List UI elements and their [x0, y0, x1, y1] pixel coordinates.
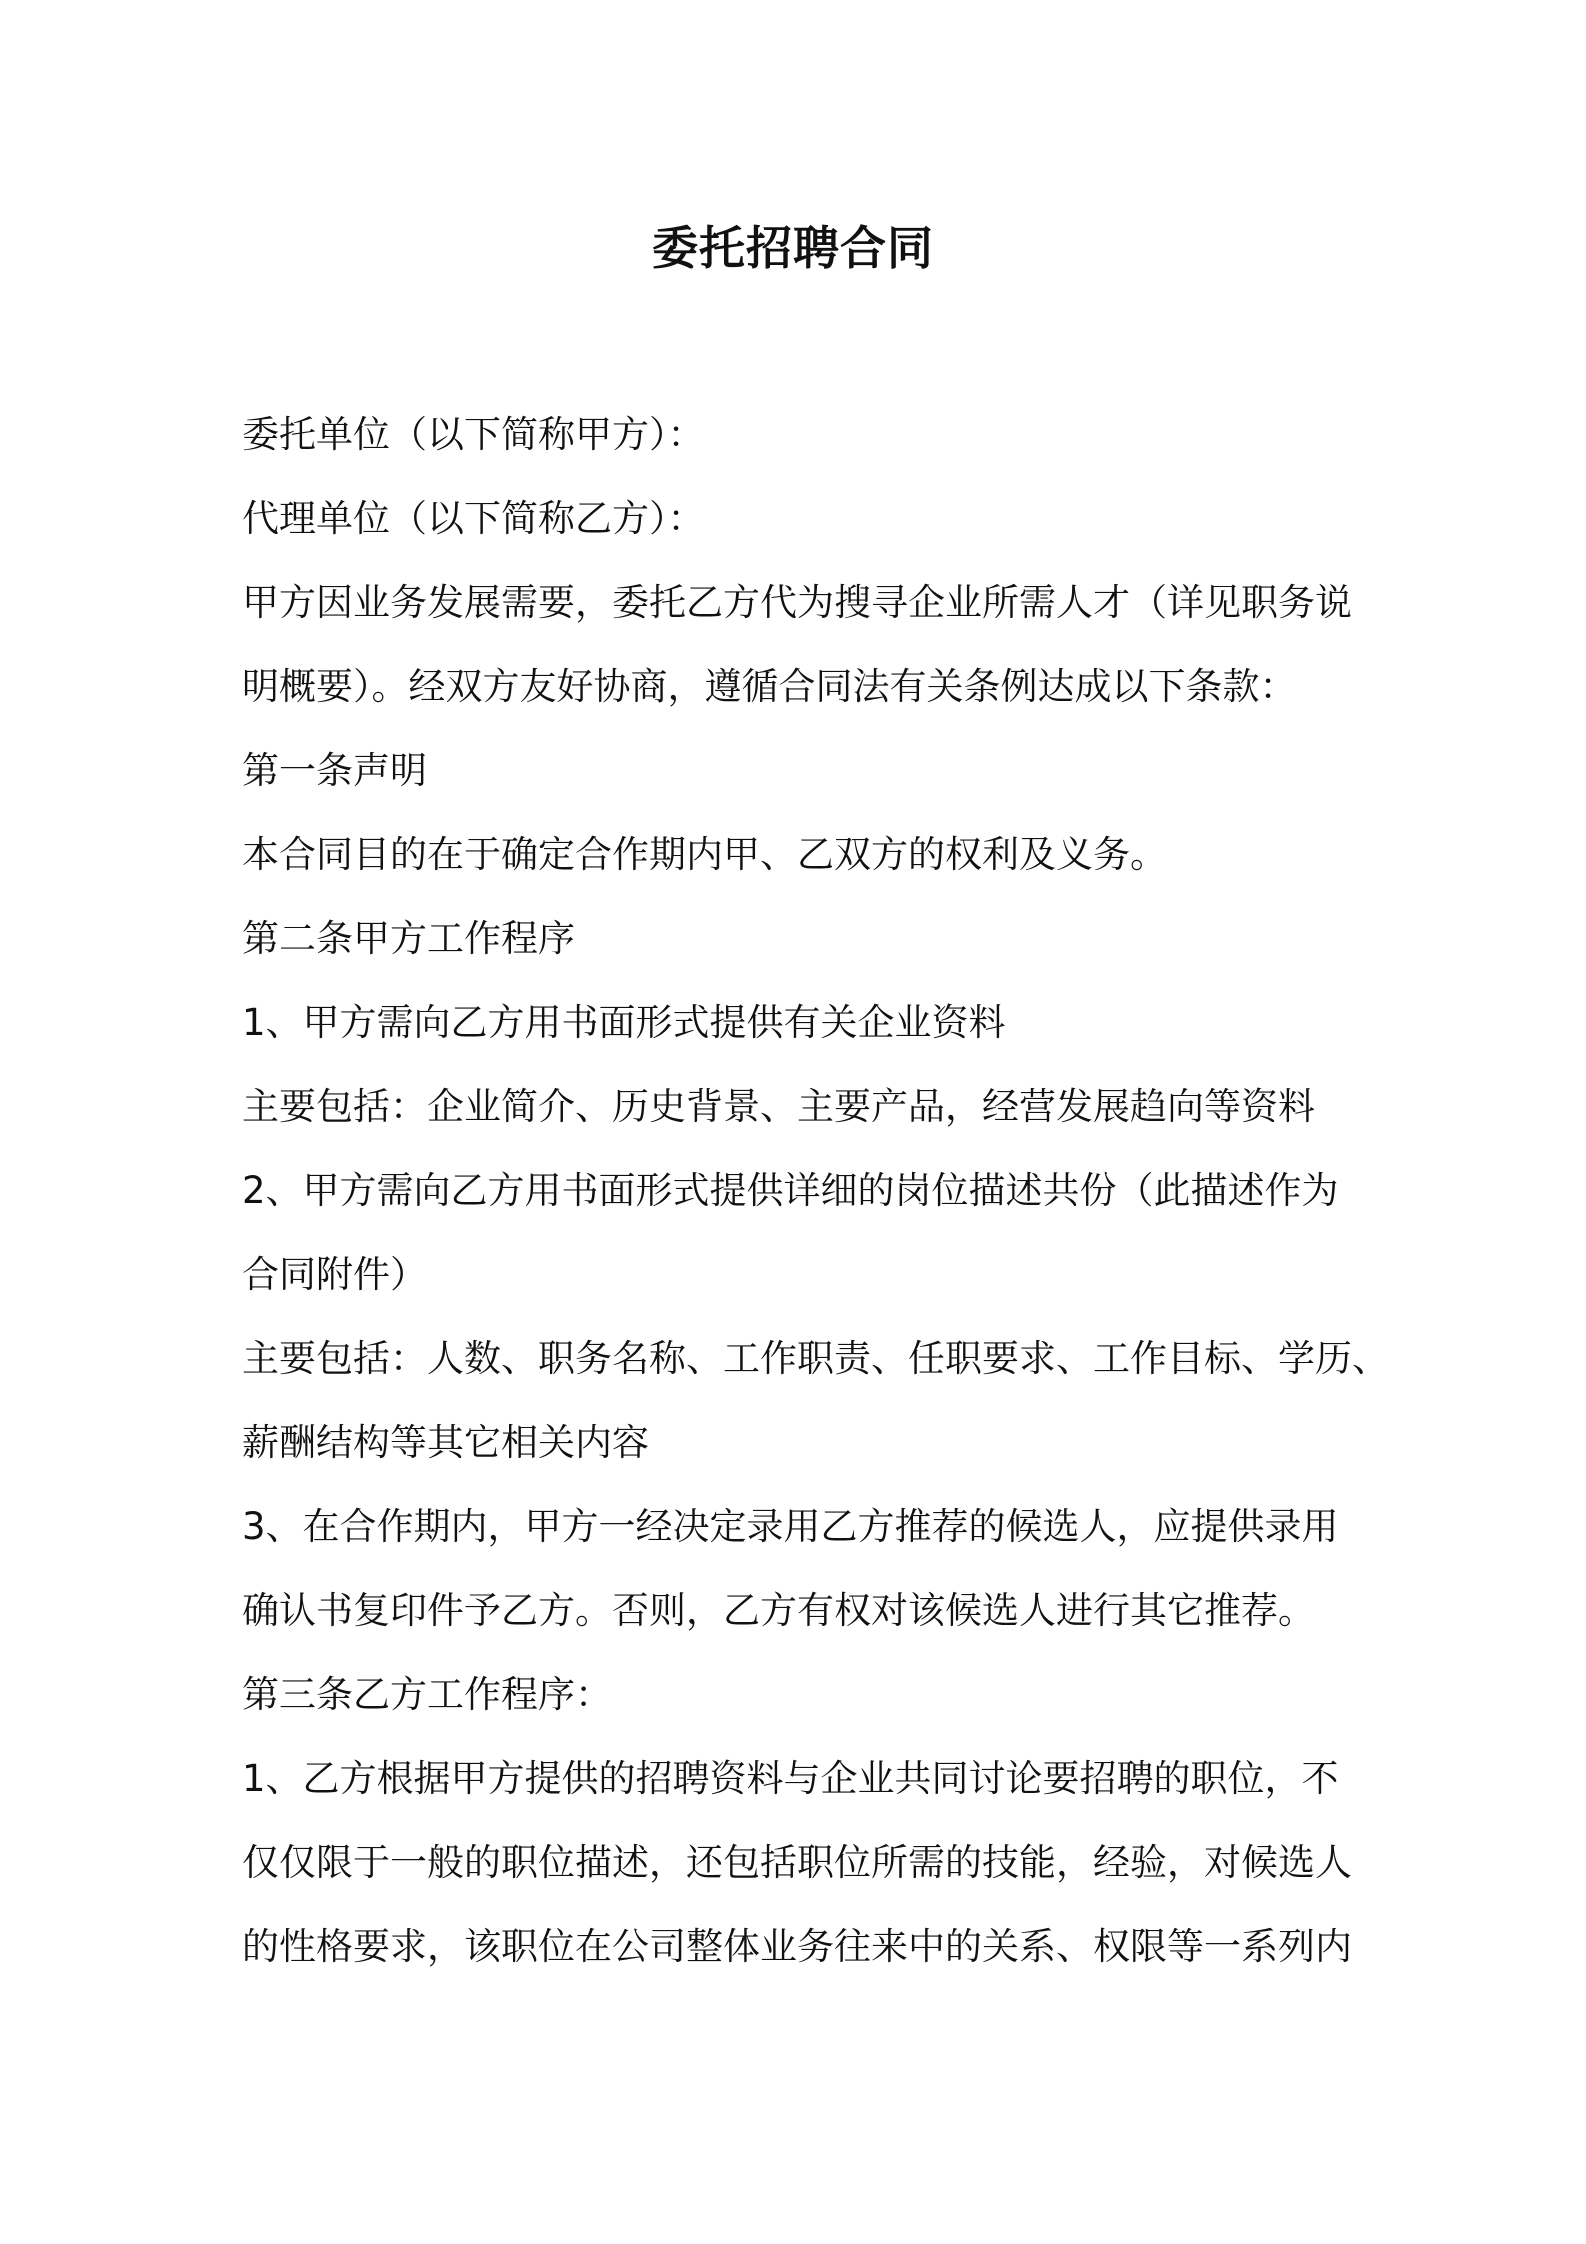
document-body: [242, 393, 1442, 1989]
article-2-item-2-detail-continued: 薪酬结构等其它相关内容: [242, 1421, 649, 1464]
article-2-item-2-continued: 合同附件）: [242, 1253, 427, 1296]
preamble-line: 甲方因业务发展需要，委托乙方代为搜寻企业所需人才（详见职务说: [242, 581, 1352, 624]
party-a-line: 委托单位（以下简称甲方）：: [242, 413, 705, 456]
article-2-item-2-detail: 主要包括：人数、职务名称、工作职责、任职要求、工作目标、学历、: [242, 1337, 1389, 1380]
article-2-item-3: 3、在合作期内，甲方一经决定录用乙方推荐的候选人，应提供录用: [242, 1505, 1339, 1548]
article-2-item-1-detail: 主要包括：企业简介、历史背景、主要产品，经营发展趋向等资料: [242, 1085, 1315, 1128]
article-1-heading: 第一条声明: [242, 749, 427, 792]
party-b-line: 代理单位（以下简称乙方）：: [242, 497, 705, 540]
article-1-body-line: 本合同目的在于确定合作期内甲、乙双方的权利及义务。: [242, 833, 1167, 876]
article-2-item-2: 2、甲方需向乙方用书面形式提供详细的岗位描述共份（此描述作为: [242, 1169, 1339, 1212]
document-title: 委托招聘合同: [652, 221, 934, 275]
article-3-heading: 第三条乙方工作程序：: [242, 1673, 612, 1716]
article-3-item-1: 1、乙方根据甲方提供的招聘资料与企业共同讨论要招聘的职位，不: [242, 1757, 1339, 1800]
article-2-heading: 第二条甲方工作程序: [242, 917, 575, 960]
preamble-line: 明概要）。经双方友好协商，遵循合同法有关条例达成以下条款：: [242, 665, 1297, 708]
article-2-item-3-continued: 确认书复印件予乙方。否则，乙方有权对该候选人进行其它推荐。: [242, 1589, 1315, 1632]
article-2-item-1: 1、甲方需向乙方用书面形式提供有关企业资料: [242, 1001, 1006, 1044]
article-3-item-1-continued: 的性格要求，该职位在公司整体业务往来中的关系、权限等一系列内: [242, 1925, 1352, 1968]
article-3-item-1-continued: 仅仅限于一般的职位描述，还包括职位所需的技能，经验，对候选人: [242, 1841, 1352, 1884]
